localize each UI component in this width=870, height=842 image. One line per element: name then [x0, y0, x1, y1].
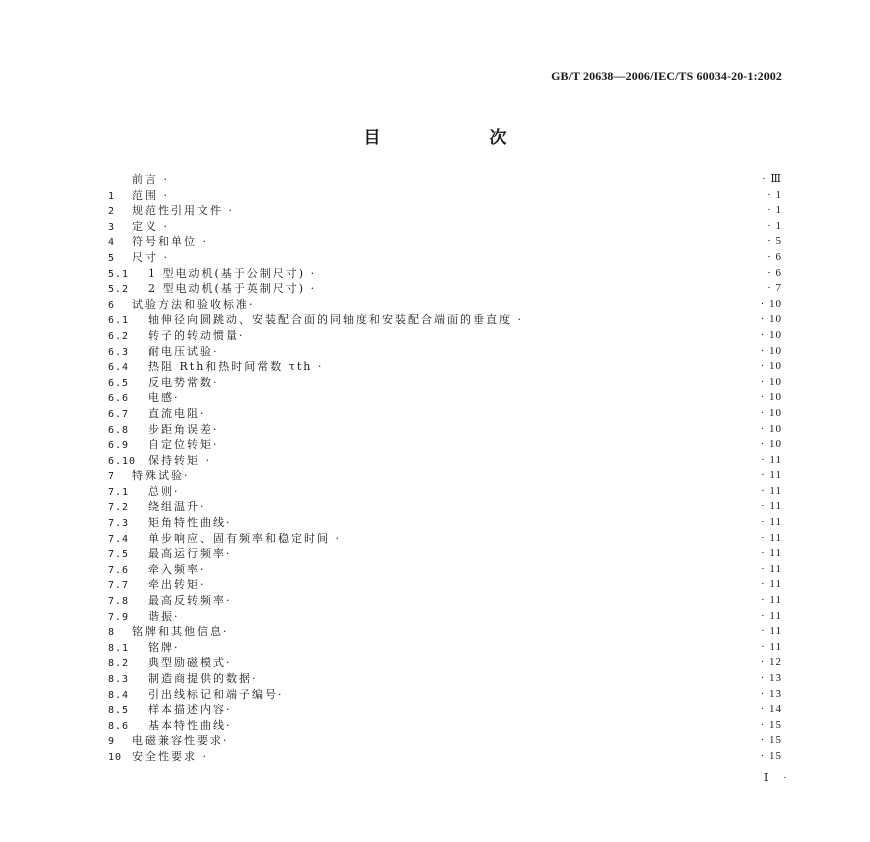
toc-entry-page: · 15: [760, 749, 782, 762]
toc-entry-number: 7.7: [108, 580, 130, 592]
toc-entry-title: 步距角误差·: [148, 422, 219, 436]
toc-entry-number: 7.3: [108, 518, 130, 530]
toc-entry-number: 8.5: [108, 705, 130, 717]
toc-entry-title: 定义 ·: [132, 219, 169, 233]
toc-entry-page: · 10: [760, 406, 782, 419]
toc-entry-page: · 10: [760, 391, 782, 404]
toc-entry[interactable]: [108, 203, 782, 219]
toc-entry-page: · 11: [760, 578, 782, 591]
toc-entry-title: 反电势常数·: [148, 375, 219, 389]
toc-entry[interactable]: [108, 453, 782, 469]
toc-entry-page: · 5: [767, 235, 782, 248]
toc-entry[interactable]: [108, 468, 782, 484]
toc-entry-page: · 11: [760, 562, 782, 575]
toc-entry[interactable]: [108, 733, 782, 749]
toc-entry-page: · 10: [760, 344, 782, 357]
toc-entry[interactable]: [108, 624, 782, 640]
toc-entry-title: 绕组温升·: [148, 500, 206, 514]
toc-entry-page: · Ⅲ: [761, 173, 782, 185]
toc-entry-number: 7.6: [108, 564, 130, 576]
toc-entry-number: 7.1: [108, 486, 130, 498]
toc-entry[interactable]: [108, 359, 782, 375]
toc-entry[interactable]: [108, 234, 782, 250]
toc-entry[interactable]: [108, 422, 782, 438]
toc-entry-page: · 10: [760, 438, 782, 451]
toc-entry-number: 6.5: [108, 377, 130, 389]
toc-entry-number: 4: [108, 237, 116, 249]
toc-entry[interactable]: [108, 499, 782, 515]
toc-entry[interactable]: [108, 390, 782, 406]
toc-entry-page: · 11: [760, 594, 782, 607]
toc-entry-title: 耐电压试验·: [148, 344, 219, 358]
toc-entry-number: 8: [108, 627, 116, 639]
toc-entry-page: · 15: [760, 734, 782, 747]
toc-entry-number: 1: [108, 190, 116, 202]
toc-entry[interactable]: [108, 406, 782, 422]
toc-entry[interactable]: [108, 515, 782, 531]
toc-entry[interactable]: [108, 702, 782, 718]
toc-entry-number: 2: [108, 206, 116, 218]
toc-entry-page: · 11: [760, 453, 782, 466]
toc-entry-number: 5.1: [108, 268, 130, 280]
toc-entry-title: 典型励磁模式·: [148, 656, 232, 670]
toc-entry-page: · 10: [760, 422, 782, 435]
toc-entry-page: · 11: [760, 609, 782, 622]
toc-entry-page: · 11: [760, 625, 782, 638]
toc-entry-number: 6.1: [108, 315, 130, 327]
toc-entry-page: · 10: [760, 313, 782, 326]
toc-entry-page: · 1: [767, 219, 782, 232]
page-number: Ⅰ ·: [764, 772, 793, 784]
toc-entry-title: 总则·: [148, 484, 180, 498]
toc-entry-number: 8.1: [108, 642, 130, 654]
toc-entry-title: 前言 ·: [132, 173, 169, 186]
toc-entry-title: 安全性要求 ·: [132, 749, 208, 763]
toc-entry-title: 热阻 Rth和热时间常数 τth ·: [148, 360, 324, 374]
table-of-contents: [108, 172, 782, 765]
toc-entry[interactable]: [108, 219, 782, 235]
toc-entry-number: 8.4: [108, 689, 130, 701]
toc-entry-number: 7.9: [108, 611, 130, 623]
toc-entry-number: 8.3: [108, 674, 130, 685]
toc-entry[interactable]: [108, 188, 782, 204]
toc-entry-page: · 15: [760, 718, 782, 731]
toc-entry-title: 制造商提供的数据·: [148, 672, 258, 685]
toc-entry-number: 7.2: [108, 502, 130, 514]
toc-entry-number: 8.6: [108, 720, 130, 732]
toc-entry-page: · 10: [760, 360, 782, 373]
toc-entry-title: 矩角特性曲线·: [148, 516, 232, 530]
toc-entry[interactable]: [108, 671, 782, 687]
toc-entry-page: · 14: [760, 703, 782, 716]
toc-entry[interactable]: [108, 281, 782, 297]
toc-entry[interactable]: [108, 609, 782, 625]
toc-entry-page: · 6: [767, 250, 782, 263]
toc-entry-page: · 12: [760, 656, 782, 669]
toc-entry-page: · 11: [760, 547, 782, 560]
toc-entry[interactable]: [108, 344, 782, 360]
toc-entry-page: · 11: [760, 531, 782, 544]
toc-entry-title: 规范性引用文件 ·: [132, 204, 234, 218]
toc-entry-title: 符号和单位 ·: [132, 235, 208, 249]
toc-entry-title: 直流电阻·: [148, 406, 206, 420]
toc-entry-page: · 10: [760, 375, 782, 388]
toc-entry-page: · 11: [760, 469, 782, 482]
toc-entry-number: 7.5: [108, 549, 130, 561]
toc-entry-page: · 10: [760, 297, 782, 310]
toc-entry-title: 1 型电动机(基于公制尺寸) ·: [148, 266, 317, 280]
toc-entry-title: 铭牌·: [148, 640, 180, 654]
toc-entry-title: 单步响应、固有频率和稳定时间 ·: [148, 531, 341, 545]
toc-entry[interactable]: [108, 312, 782, 328]
toc-entry[interactable]: [108, 687, 782, 703]
toc-entry-page: · 10: [760, 328, 782, 341]
toc-entry-title: 试验方法和验收标准·: [132, 297, 255, 311]
toc-entry[interactable]: [108, 250, 782, 266]
toc-entry-number: 6.7: [108, 408, 130, 420]
toc-entry[interactable]: [108, 172, 782, 188]
toc-entry[interactable]: [108, 328, 782, 344]
toc-entry-number: 6.4: [108, 362, 130, 374]
toc-entry-title: 范围 ·: [132, 188, 169, 202]
toc-entry-number: 6.8: [108, 424, 130, 436]
toc-entry-title: 样本描述内容·: [148, 703, 232, 717]
toc-entry-number: 7.8: [108, 596, 130, 608]
toc-entry-number: 6.9: [108, 440, 130, 452]
toc-entry-page: · 13: [760, 672, 782, 684]
toc-entry-number: 7: [108, 471, 116, 483]
toc-entry[interactable]: [108, 562, 782, 578]
toc-entry-page: · 11: [760, 516, 782, 529]
toc-entry-title: 2 型电动机(基于英制尺寸) ·: [148, 282, 317, 296]
toc-entry-title: 轴伸径向圆跳动、安装配合面的同轴度和安装配合端面的垂直度 ·: [148, 313, 523, 327]
toc-entry-title: 自定位转矩·: [148, 438, 219, 452]
toc-entry-title: 谐振·: [148, 609, 180, 623]
toc-entry[interactable]: [108, 437, 782, 453]
toc-entry-title: 牵入频率·: [148, 562, 206, 576]
toc-entry-number: 5: [108, 252, 116, 264]
toc-entry-title: 尺寸 ·: [132, 250, 169, 264]
toc-entry[interactable]: [108, 640, 782, 656]
toc-entry-number: 6.3: [108, 346, 130, 358]
toc-entry[interactable]: [108, 484, 782, 500]
toc-entry-page: · 13: [760, 687, 782, 700]
toc-entry-title: 铭牌和其他信息·: [132, 625, 229, 639]
toc-entry-title: 电磁兼容性要求·: [132, 734, 229, 748]
toc-entry-title: 特殊试验·: [132, 469, 190, 483]
toc-entry-number: 10: [108, 751, 123, 763]
toc-entry-title: 保持转矩 ·: [148, 453, 211, 467]
toc-entry-number: 6.10: [108, 455, 137, 467]
toc-entry-title: 最高运行频率·: [148, 547, 232, 561]
toc-entry[interactable]: [108, 546, 782, 562]
toc-entry[interactable]: [108, 655, 782, 671]
toc-entry-title: 引出线标记和端子编号·: [148, 687, 284, 701]
toc-entry-number: 7.4: [108, 533, 130, 545]
toc-entry-number: 9: [108, 736, 116, 748]
toc-entry-page: · 1: [767, 204, 782, 217]
toc-entry-title: 牵出转矩·: [148, 578, 206, 592]
toc-entry-page: · 6: [767, 266, 782, 279]
toc-entry-title: 基本特性曲线·: [148, 718, 232, 732]
page-title: 目 次: [363, 128, 553, 148]
toc-entry-page: · 7: [767, 282, 782, 295]
toc-entry-number: 6.6: [108, 393, 130, 405]
standard-code-header: GB/T 20638—2006/IEC/TS 60034-20-1:2002: [551, 69, 782, 83]
toc-entry[interactable]: [108, 593, 782, 609]
toc-entry-number: 3: [108, 221, 116, 233]
toc-entry-page: · 11: [760, 484, 782, 497]
toc-entry-title: 转子的转动惯量·: [148, 328, 245, 342]
toc-entry[interactable]: [108, 375, 782, 391]
toc-entry-page: · 11: [760, 640, 782, 653]
toc-entry-title: 电感·: [148, 391, 180, 405]
toc-entry[interactable]: [108, 749, 782, 765]
toc-entry-number: 5.2: [108, 284, 130, 296]
toc-entry-number: 6: [108, 299, 116, 311]
toc-entry-number: 6.2: [108, 330, 130, 342]
toc-entry[interactable]: [108, 577, 782, 593]
toc-entry-number: 8.2: [108, 658, 130, 670]
toc-entry[interactable]: [108, 297, 782, 313]
toc-entry-title: 最高反转频率·: [148, 594, 232, 608]
toc-entry[interactable]: [108, 718, 782, 734]
toc-entry[interactable]: [108, 266, 782, 282]
toc-entry[interactable]: [108, 531, 782, 547]
toc-entry-page: · 1: [767, 188, 782, 201]
toc-entry-page: · 11: [760, 500, 782, 513]
